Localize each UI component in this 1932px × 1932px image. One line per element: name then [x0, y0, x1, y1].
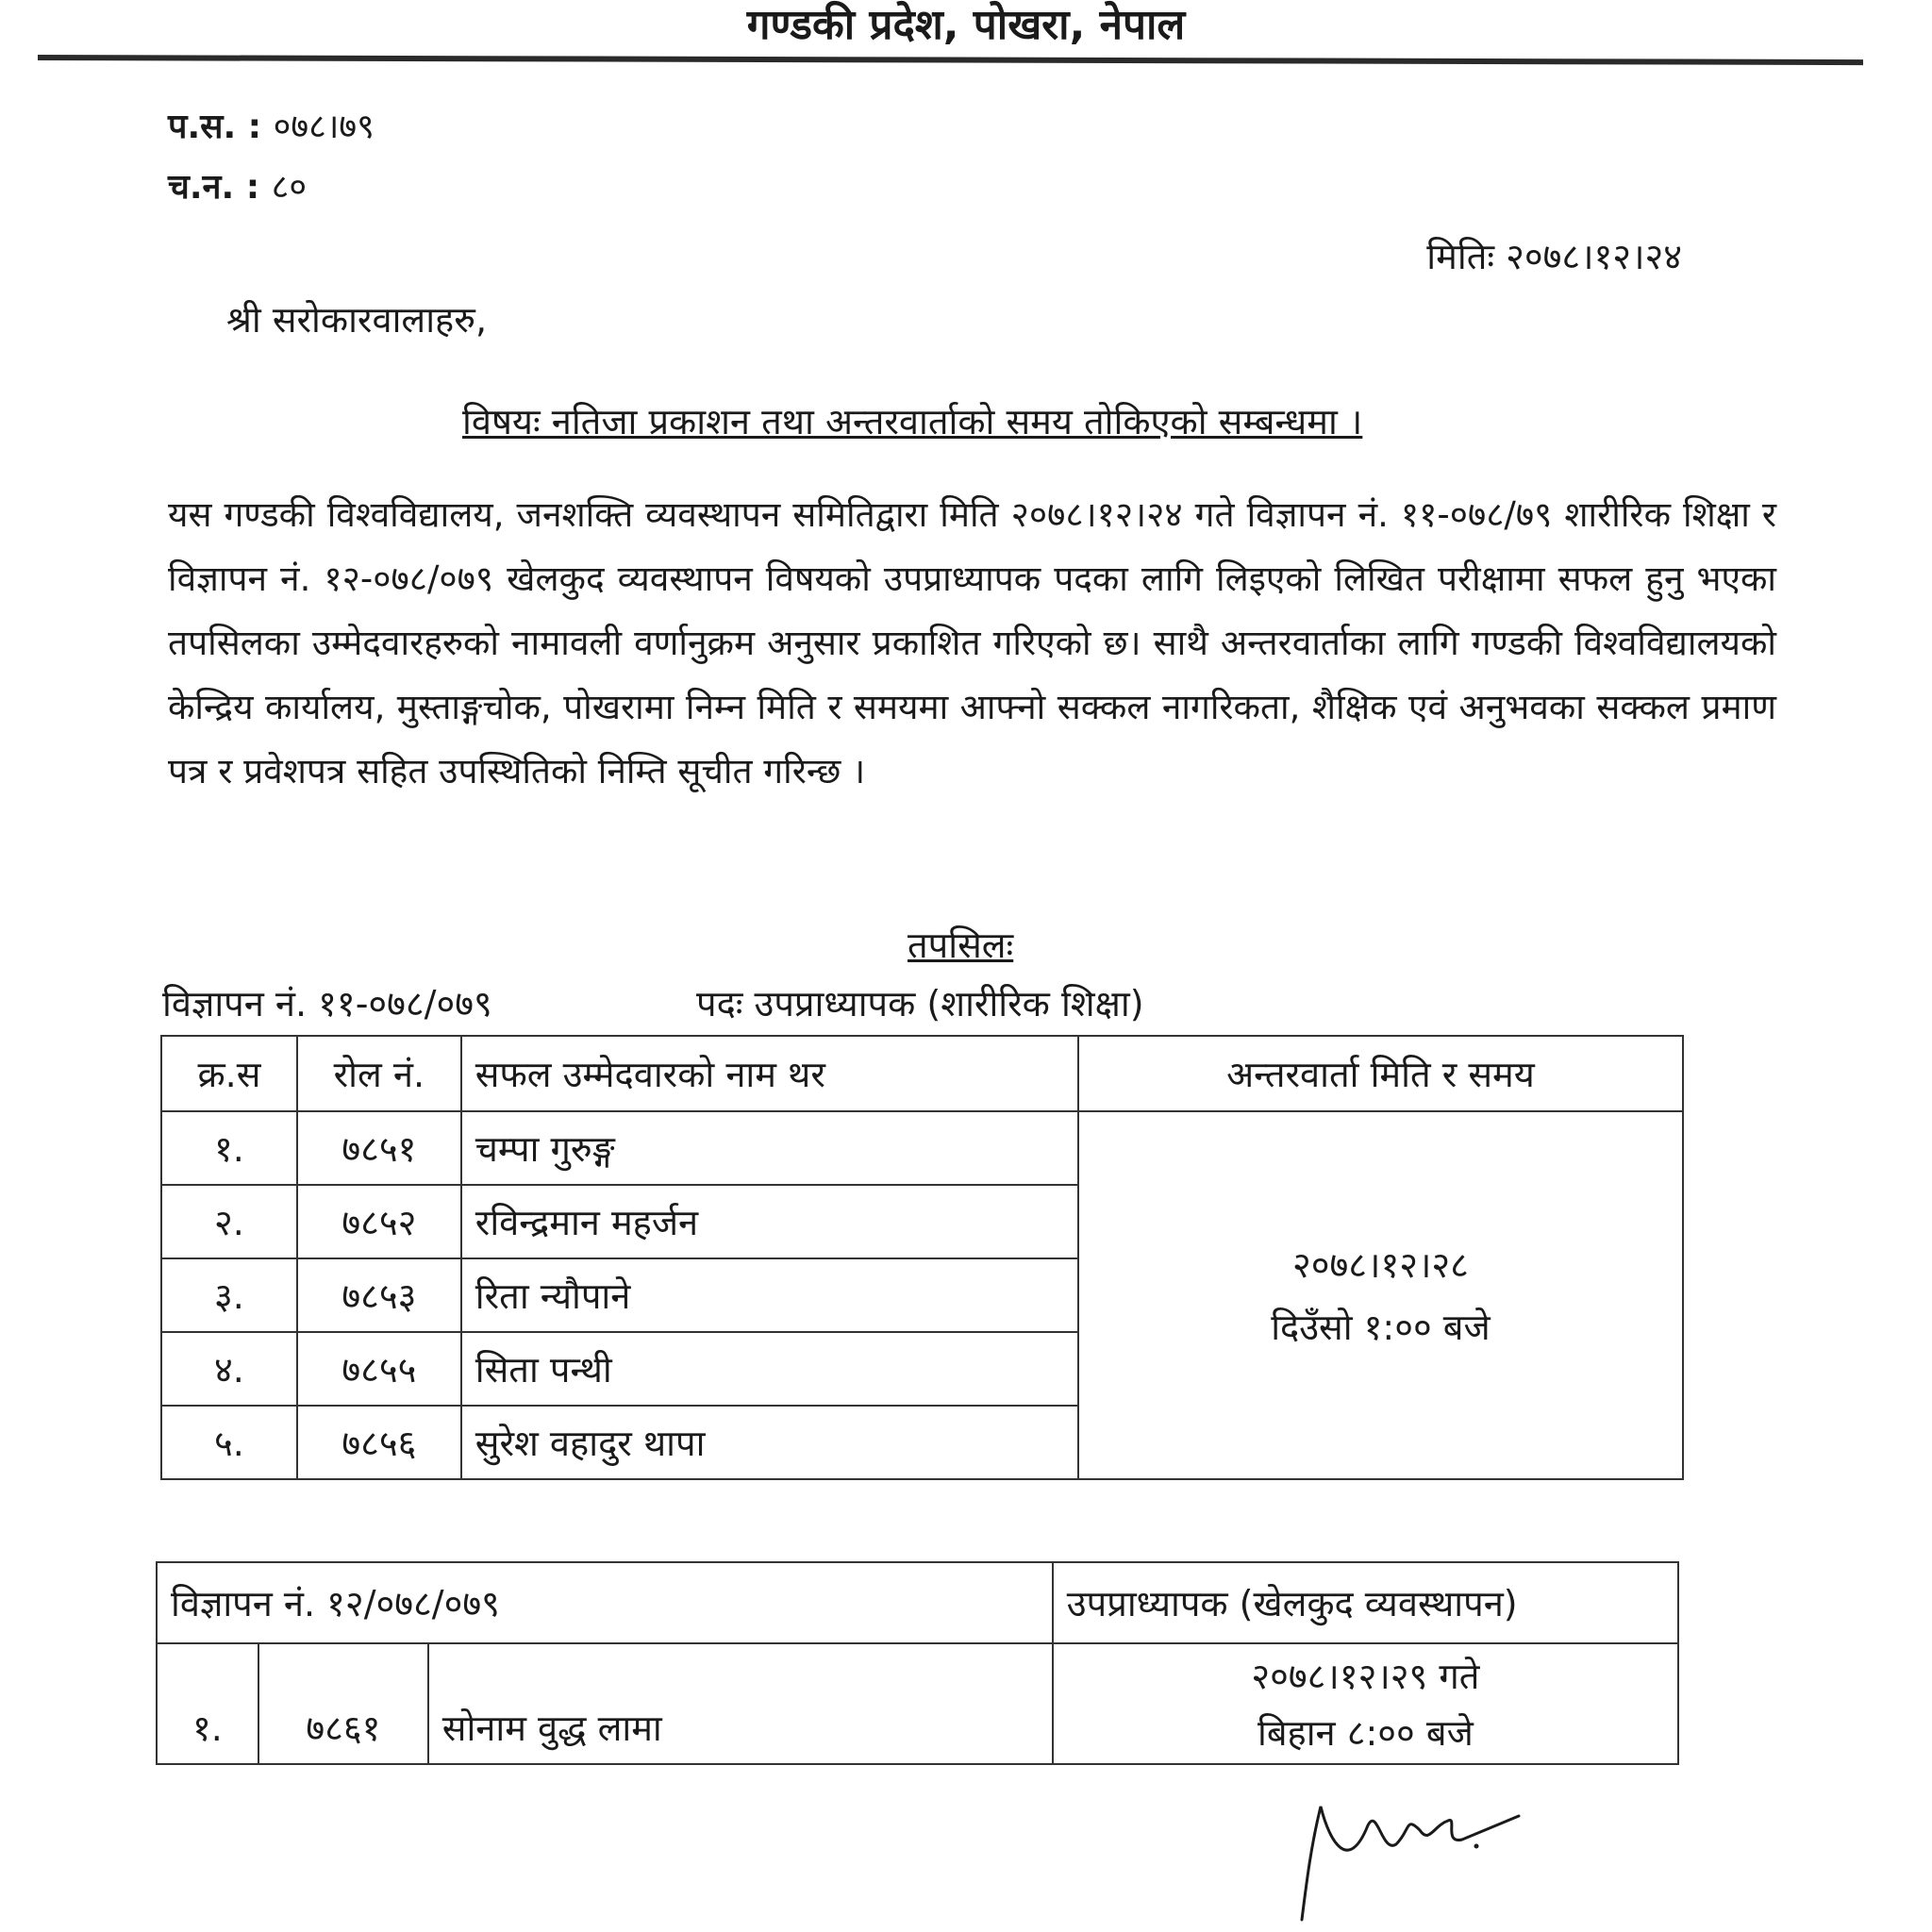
cn-value: ८० — [271, 168, 308, 207]
col-header-roll: रोल नं. — [297, 1036, 461, 1111]
row-sn: १. — [161, 1111, 297, 1185]
reference-cn — [168, 162, 307, 208]
row-roll: ७८५३ — [297, 1258, 461, 1332]
section2-ad-number: विज्ञापन नं. १२/०७८/०७९ — [157, 1562, 1053, 1643]
interview-date: २०७८।१२।२९ गते — [1251, 1656, 1480, 1697]
salutation: श्री सरोकारवालाहरु, — [226, 299, 488, 341]
cn-label: च.न. : — [168, 168, 260, 207]
subject-line: विषयः नतिजा प्रकाशन तथा अन्तरवार्ताको समय तोकिएको सम्बन्धमा । — [462, 401, 1363, 442]
row-roll: ७८६१ — [258, 1643, 428, 1764]
table-row — [161, 1111, 1683, 1185]
row-sn: २. — [161, 1185, 297, 1258]
row-roll: ७८५६ — [297, 1406, 461, 1479]
row-name: चम्पा गुरुङ्ग — [461, 1111, 1078, 1185]
interview-date: २०७८।१२।२८ — [1292, 1244, 1469, 1286]
col-header-sn: क्र.स — [161, 1036, 297, 1111]
interview-time: बिहान ८:०० बजे — [1257, 1712, 1474, 1754]
row-name: रविन्द्रमान महर्जन — [461, 1185, 1078, 1258]
table-header-row — [157, 1562, 1678, 1643]
results-table-1 — [160, 1035, 1684, 1480]
row-name: रिता न्यौपाने — [461, 1258, 1078, 1332]
row-roll: ७८५१ — [297, 1111, 461, 1185]
letter-date: मितिः २०७८।१२।२४ — [1426, 236, 1682, 277]
section1-ad-number: विज्ञापन नं. ११-०७८/०७९ — [162, 983, 492, 1024]
interview-cell-2 — [1053, 1643, 1678, 1764]
row-sn: १. — [157, 1643, 258, 1764]
header-rule — [38, 55, 1863, 65]
body-paragraph: यस गण्डकी विश्वविद्यालय, जनशक्ति व्यवस्थापन समितिद्वारा मिति २०७८।१२।२४ गते विज्ञापन नं. ११-०७८/७९ शारीरिक शिक्षा र विज्ञापन नं. १२-०७८/०७९ खेलकुद व्यवस्थापन विषयको उपप्राध्यापक पदका लागि लिइएको लिखित परीक्षामा सफल हुनु भएका तपसिलका उम्मेदवारहरुको नामावली वर्णानुक्रम अनुसार प्रकाशित गरिएको छ। साथै अन्तरवार्ताका लागि गण्डकी विश्वविद्यालयको केन्द्रिय कार्यालय, मुस्ताङ्गचोक, पोखरामा निम्न मिति र समयमा आफ्नो सक्कल नागरिकता, शैक्षिक एवं अनुभवका सक्कल प्रमाण पत्र र प्रवेशपत्र सहित उपस्थितिको निम्ति सूचीत गरिन्छ । — [168, 494, 1776, 791]
section1-post: पदः उपप्राध्यापक (शारीरिक शिक्षा) — [696, 983, 1144, 1024]
tapasil-heading: तपसिलः — [908, 924, 1014, 966]
col-header-interview: अन्तरवार्ता मिति र समय — [1078, 1036, 1683, 1111]
reference-ps — [168, 102, 375, 148]
table-header-row — [161, 1036, 1683, 1111]
interview-cell-1 — [1078, 1111, 1683, 1479]
col-header-name: सफल उम्मेदवारको नाम थर — [461, 1036, 1078, 1111]
letterhead-address: गण्डकी प्रदेश, पोखरा, नेपाल — [746, 1, 1186, 49]
row-sn: ३. — [161, 1258, 297, 1332]
row-sn: ५. — [161, 1406, 297, 1479]
signature — [1292, 1788, 1557, 1929]
section2-post: उपप्राध्यापक (खेलकुद व्यवस्थापन) — [1053, 1562, 1678, 1643]
ps-value: ०७८।७९ — [273, 108, 375, 146]
row-name: सोनाम वुद्ध लामा — [428, 1643, 1053, 1764]
row-name: सिता पन्थी — [461, 1332, 1078, 1406]
table-row — [157, 1643, 1678, 1764]
interview-time: दिउँसो १:०० बजे — [1271, 1307, 1491, 1348]
row-name: सुरेश वहादुर थापा — [461, 1406, 1078, 1479]
ps-label: प.स. : — [168, 108, 262, 146]
row-sn: ४. — [161, 1332, 297, 1406]
row-roll: ७८५५ — [297, 1332, 461, 1406]
row-roll: ७८५२ — [297, 1185, 461, 1258]
results-table-2 — [156, 1561, 1679, 1765]
